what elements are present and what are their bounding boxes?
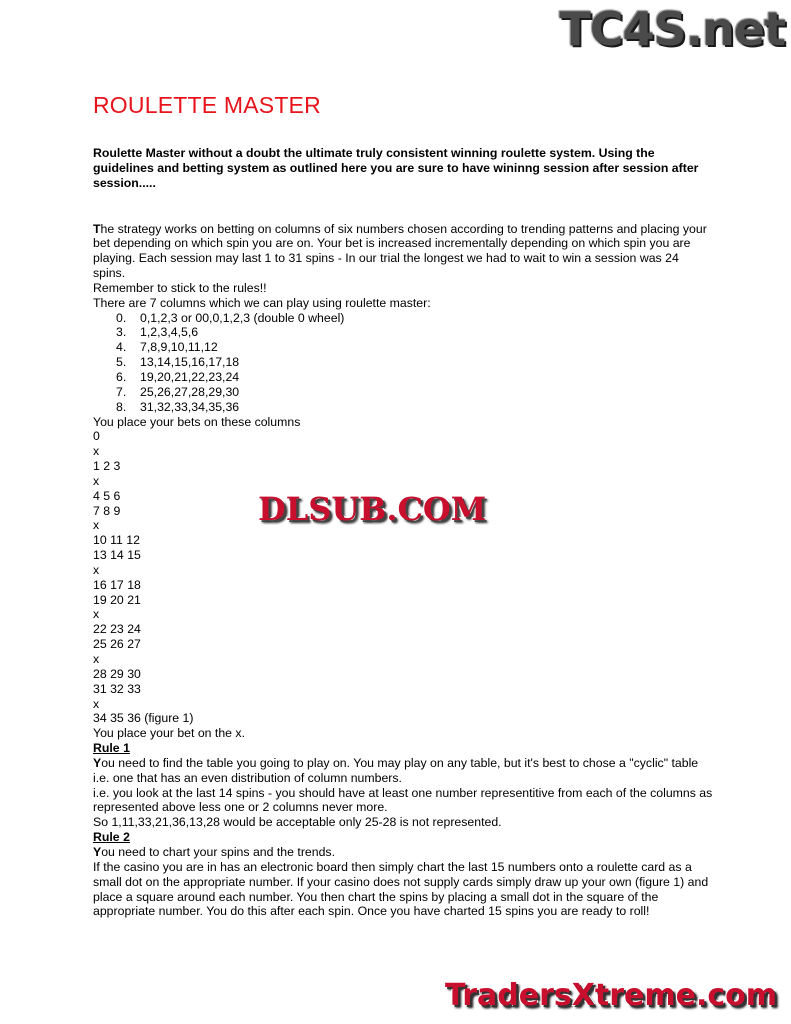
column-values: 25,26,27,28,29,30 <box>140 384 240 399</box>
figure-row: 0 <box>93 429 100 444</box>
watermark-tradersxtreme: TradersXtreme.com <box>445 978 777 1013</box>
bet-marker: x <box>93 607 100 622</box>
column-values: 0,1,2,3 or 00,0,1,2,3 (double 0 wheel) <box>140 310 345 325</box>
column-values: 31,32,33,34,35,36 <box>140 399 240 414</box>
remember-line: Remember to stick to the rules!! <box>93 280 267 295</box>
intro-paragraph: Roulette Master without a doubt the ultimate truly consistent winning roulette system. Using the guidelines and betting system as outlined here you are sure to have wininng session after session after session..... <box>93 146 699 190</box>
column-item <box>116 370 713 385</box>
column-number: 3. <box>116 325 127 340</box>
figure-row: 13 14 15 <box>93 548 141 563</box>
column-values: 7,8,9,10,11,12 <box>140 340 218 355</box>
figure-row: 31 32 33 <box>93 681 141 696</box>
bet-on-x-line: You place your bet on the x. <box>93 726 245 741</box>
bet-marker: x <box>93 518 100 533</box>
bet-marker: x <box>93 444 100 459</box>
column-number: 0. <box>116 310 127 325</box>
column-number: 5. <box>116 355 127 370</box>
place-bets-line: You place your bets on these columns <box>93 414 301 429</box>
figure-row: 10 11 12 <box>93 533 140 548</box>
watermark-tc4s: TC4S.net <box>559 2 785 56</box>
rule-1-paragraph <box>93 756 713 786</box>
figure-row: 28 29 30 <box>93 666 141 681</box>
figure-row: 34 35 36 (figure 1) <box>93 711 194 726</box>
column-number: 7. <box>116 384 127 399</box>
column-item <box>116 385 713 400</box>
column-item <box>116 311 713 326</box>
rule-1-initial: Y <box>93 755 102 770</box>
columns-list <box>93 311 713 415</box>
figure-1 <box>93 429 713 726</box>
watermark-dlsub: DLSUB.COM <box>258 490 487 528</box>
figure-row: 19 20 21 <box>93 592 141 607</box>
column-item <box>116 325 713 340</box>
figure-row: 7 8 9 <box>93 503 121 518</box>
column-item <box>116 355 713 370</box>
figure-row: 4 5 6 <box>93 488 121 503</box>
column-values: 19,20,21,22,23,24 <box>140 369 240 384</box>
document-body <box>93 146 713 919</box>
column-item <box>116 340 713 355</box>
column-values: 13,14,15,16,17,18 <box>140 355 240 370</box>
spacer <box>93 191 713 222</box>
figure-row: 22 23 24 <box>93 622 141 637</box>
figure-row: 16 17 18 <box>93 577 141 592</box>
strategy-initial: T <box>93 221 101 236</box>
bet-marker: x <box>93 696 100 711</box>
rule-2-text: ou need to chart your spins and the trends. <box>101 844 335 859</box>
rule-1-text: ou need to find the table you going to play on. You may play on any table, but it's best to chose a "cyclic" table i.e. one that has an even distribution of column numbers. <box>93 755 699 785</box>
strategy-text: he strategy works on betting on columns of six numbers chosen according to trending patterns and placing your bet depending on which spin you are on. Your bet is increased incrementally depending on which spin you are playing. Each session may last 1 to 31 spins - In our trial the longest we had to wait to win a session was 24 spins. <box>93 221 707 281</box>
figure-row: 1 2 3 <box>93 459 121 474</box>
rule-2-paragraph <box>93 845 713 860</box>
rule-2-instructions: If the casino you are in has an electronic board then simply chart the last 15 numbers onto a roulette card as a small dot on the appropriate number. If your casino does not supply cards simply draw up your own (figure 1) and place a square around each number. You then chart the spins by placing a small dot in the square of the appropriate number. You do this after each spin. Once you have charted 15 spins you are ready to roll! <box>93 859 709 919</box>
rule-1-example: i.e. you look at the last 14 spins - you should have at least one number representitive from each of the columns as represented above less one or 2 columns never more. <box>93 785 713 815</box>
rule-1-heading: Rule 1 <box>93 741 130 756</box>
page-title: ROULETTE MASTER <box>93 92 321 118</box>
rule-2-initial: Y <box>93 844 102 859</box>
column-values: 1,2,3,4,5,6 <box>140 325 199 340</box>
column-number: 4. <box>116 340 127 355</box>
bet-marker: x <box>93 473 100 488</box>
rule-2-heading: Rule 2 <box>93 830 130 845</box>
column-number: 8. <box>116 399 127 414</box>
figure-row: 25 26 27 <box>93 637 141 652</box>
strategy-paragraph <box>93 222 713 281</box>
bet-marker: x <box>93 562 100 577</box>
column-item <box>116 400 713 415</box>
rule-1-acceptable: So 1,11,33,21,36,13,28 would be acceptable only 25-28 is not represented. <box>93 815 502 830</box>
column-number: 6. <box>116 369 127 384</box>
columns-intro: There are 7 columns which we can play using roulette master: <box>93 295 431 310</box>
bet-marker: x <box>93 652 100 666</box>
